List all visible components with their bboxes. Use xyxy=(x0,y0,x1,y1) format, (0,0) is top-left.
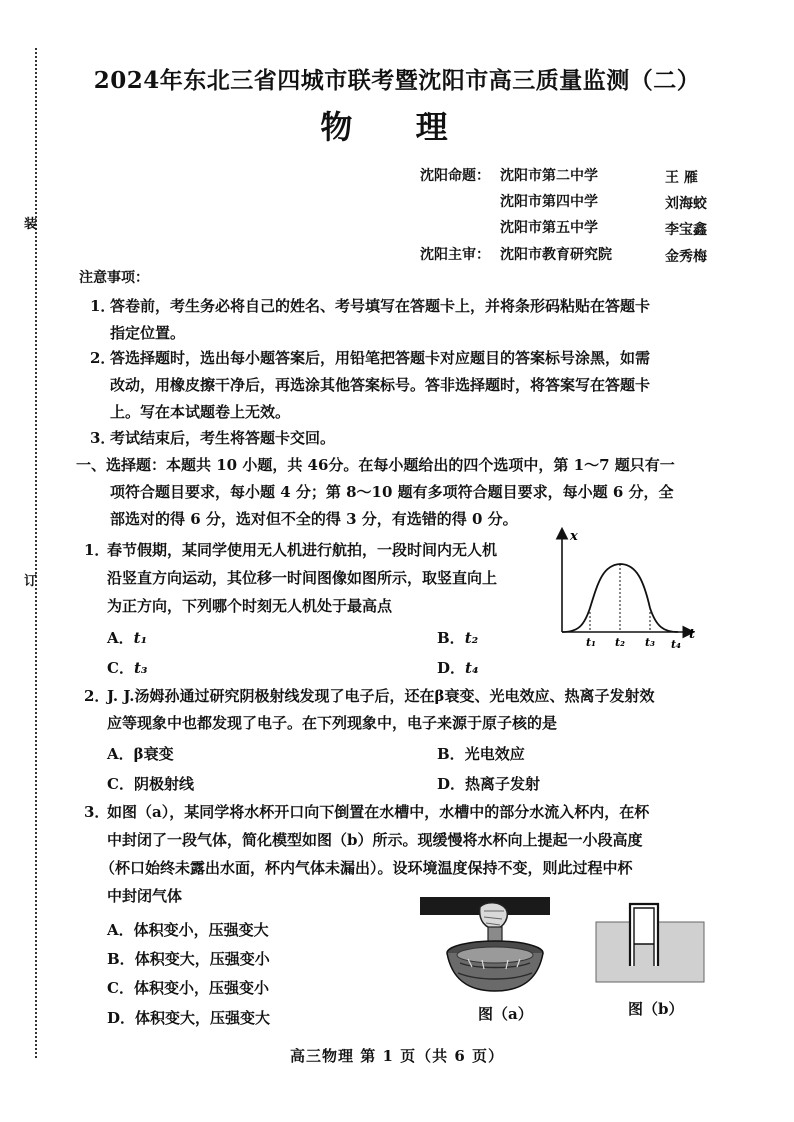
option-d xyxy=(437,657,479,678)
option-c xyxy=(107,657,147,678)
option-label: C． xyxy=(107,659,134,677)
option-text: t₄ xyxy=(465,659,479,677)
option-label: A． xyxy=(107,745,134,763)
option-text: t₁ xyxy=(133,629,148,647)
page-footer: 高三物理 第 1 页（共 6 页） xyxy=(290,1047,504,1065)
option-label: B． xyxy=(107,950,135,968)
tick-label-t3: t₃ xyxy=(645,636,655,649)
section-instruction: 项符合题目要求，每小题 4 分；第 8～10 题有多项符合题目要求，每小题 6 分，全 xyxy=(110,483,674,501)
credit-role: 沈阳主审： xyxy=(420,247,490,263)
credit-name: 刘海蛟 xyxy=(665,196,707,212)
question-text: （杯口始终未露出水面，杯内气体未漏出）。设环境温度保持不变，则此过程中杯 xyxy=(100,859,633,877)
option-a xyxy=(107,743,174,764)
notice-item-number: 2． xyxy=(90,349,116,367)
option-a xyxy=(107,627,147,648)
credit-role: 沈阳命题： xyxy=(420,168,490,184)
figure-a-photo xyxy=(420,897,550,995)
option-text: 体积变大，压强变大 xyxy=(135,1009,271,1027)
question-text: 中封闭了一段气体，简化模型如图（b）所示。现缓慢将水杯向上提起一小段高度 xyxy=(107,831,643,849)
displacement-time-graph xyxy=(548,522,700,654)
option-d xyxy=(107,1007,270,1028)
question-text: 沿竖直方向运动，其位移一时间图像如图所示，取竖直向上 xyxy=(107,569,498,587)
notice-item-line: 指定位置。 xyxy=(110,324,186,342)
option-b xyxy=(437,627,478,648)
option-c xyxy=(107,977,269,998)
question-text: 春节假期，某同学使用无人机进行航拍，一段时间内无人机 xyxy=(107,541,498,559)
notice-item-line: 上。写在本试题卷上无效。 xyxy=(110,403,291,421)
credit-school: 沈阳市教育研究院 xyxy=(500,247,612,263)
binding-line xyxy=(35,48,37,1058)
option-c xyxy=(107,773,194,794)
figure-b-schematic xyxy=(592,900,710,990)
notice-item-line: 改动，用橡皮擦干净后，再选涂其他答案标号。答非选择题时，将答案写在答题卡 xyxy=(110,376,651,394)
notice-item-line: 答卷前，考生务必将自己的姓名、考号填写在答题卡上，并将条形码粘贴在答题卡 xyxy=(110,297,651,315)
option-label: B． xyxy=(437,629,465,647)
option-label: D． xyxy=(437,659,466,677)
notice-item-number: 3． xyxy=(90,429,116,447)
option-label: D． xyxy=(107,1009,136,1027)
tick-label-t4: t₄ xyxy=(671,638,681,651)
exam-title: 2024年东北三省四城市联考暨沈阳市高三质量监测（二） xyxy=(93,67,701,94)
option-label: C． xyxy=(107,979,134,997)
margin-char-ding: 订 xyxy=(24,574,38,589)
tick-label-t1: t₁ xyxy=(586,636,596,649)
option-text: 体积变小，压强变小 xyxy=(133,979,269,997)
section-instruction: 部选对的得 6 分，选对但不全的得 3 分，有选错的得 0 分。 xyxy=(110,510,518,528)
option-text: 体积变大，压强变小 xyxy=(134,950,270,968)
y-axis-label: x xyxy=(570,529,578,544)
option-d xyxy=(437,773,540,794)
option-label: A． xyxy=(107,921,134,939)
option-label: A． xyxy=(107,629,134,647)
option-text: 热离子发射 xyxy=(465,775,541,793)
credit-school: 沈阳市第五中学 xyxy=(500,220,598,236)
option-text: t₂ xyxy=(464,629,479,647)
option-text: β衰变 xyxy=(133,745,174,763)
option-text: 体积变小，压强变大 xyxy=(133,921,269,939)
option-label: C． xyxy=(107,775,134,793)
option-b xyxy=(437,743,525,764)
option-b xyxy=(107,948,270,969)
figure-a-caption: 图（a） xyxy=(478,1005,533,1023)
question-text: 为正方向，下列哪个时刻无人机处于最高点 xyxy=(107,597,393,615)
subject-title: 物 理 xyxy=(320,108,474,146)
option-label: D． xyxy=(437,775,466,793)
question-number: 2． xyxy=(84,687,110,705)
option-text: t₃ xyxy=(133,659,148,677)
notice-item-line: 考试结束后，考生将答题卡交回。 xyxy=(110,429,336,447)
notice-item-number: 1． xyxy=(90,297,116,315)
option-text: 阴极射线 xyxy=(133,775,194,793)
x-axis-label: t xyxy=(689,627,696,642)
option-label: B． xyxy=(437,745,465,763)
option-text: 光电效应 xyxy=(464,745,525,763)
notice-item-line: 答选择题时，选出每小题答案后，用铅笔把答题卡对应题目的答案标号涂黑，如需 xyxy=(110,349,651,367)
notice-heading: 注意事项： xyxy=(79,270,149,286)
credit-name: 金秀梅 xyxy=(665,249,707,265)
question-text: 中封闭气体 xyxy=(107,887,183,905)
figure-b-caption: 图（b） xyxy=(628,1000,684,1018)
credit-school: 沈阳市第二中学 xyxy=(500,168,598,184)
question-text: J. J.汤姆孙通过研究阴极射线发现了电子后，还在β衰变、光电效应、热离子发射效 xyxy=(107,687,655,705)
credit-name: 李宝鑫 xyxy=(665,222,707,238)
option-a xyxy=(107,919,269,940)
question-number: 3． xyxy=(84,803,110,821)
section-heading: 一、选择题：本题共 10 小题，共 46分。在每小题给出的四个选项中，第 1～7 题只有一 xyxy=(76,456,675,474)
question-text: 如图（a），某同学将水杯开口向下倒置在水槽中，水槽中的部分水流入杯内，在杯 xyxy=(107,803,650,821)
credit-school: 沈阳市第四中学 xyxy=(500,194,598,210)
tick-label-t2: t₂ xyxy=(615,636,625,649)
question-text: 应等现象中也都发现了电子。在下列现象中，电子来源于原子核的是 xyxy=(107,714,558,732)
credit-name: 王 雁 xyxy=(665,170,698,186)
margin-char-zhuang: 装 xyxy=(24,217,38,232)
question-number: 1． xyxy=(84,541,110,559)
